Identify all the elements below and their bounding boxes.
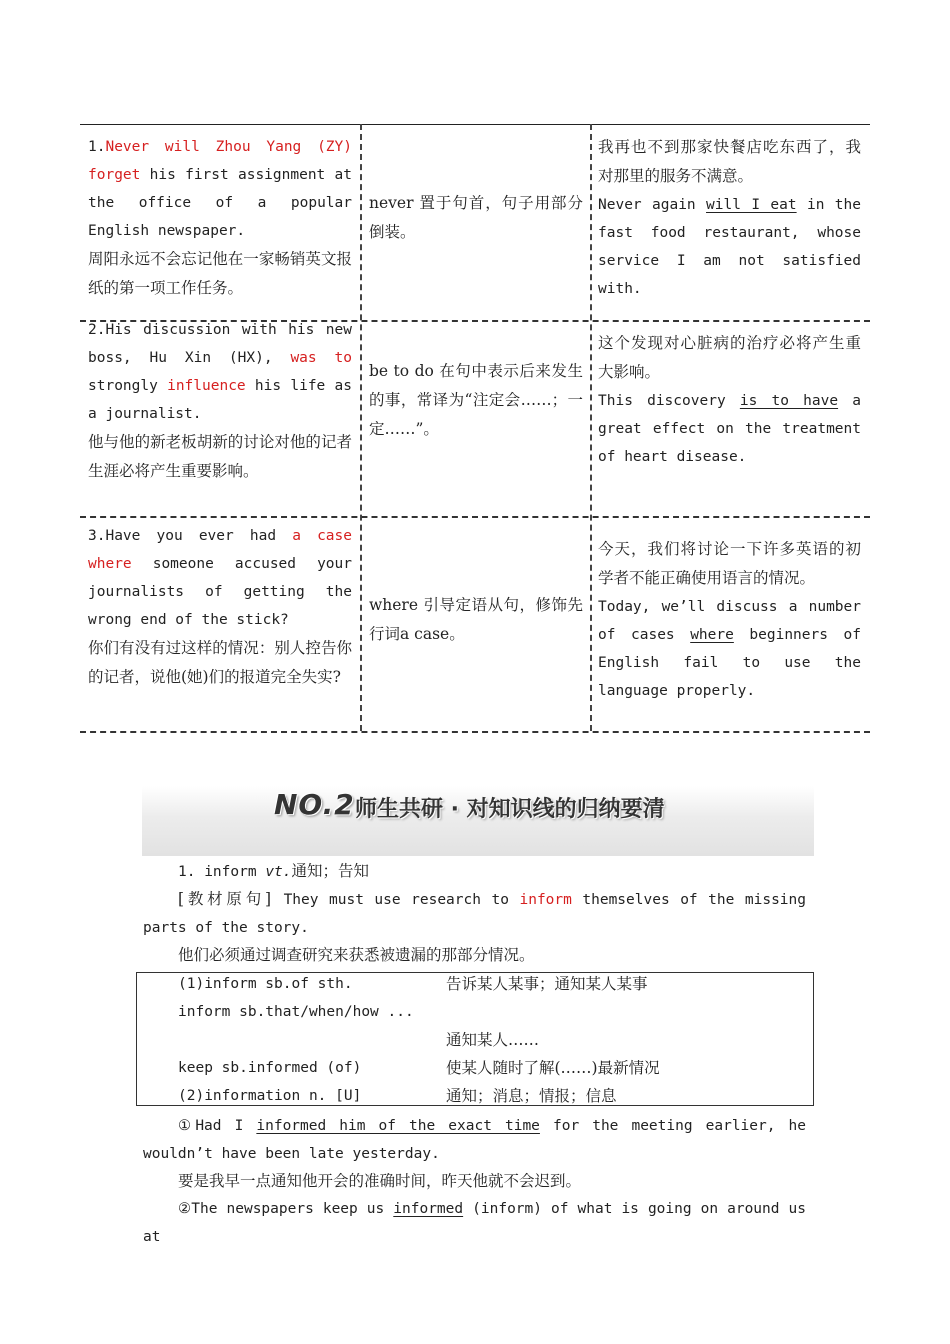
- entry-word: 1. inform: [178, 864, 266, 880]
- source-text: They must use research to: [273, 892, 520, 908]
- grammar-note: never 置于句首，句子用部分倒装。: [369, 194, 583, 241]
- usage-meaning: 使某人随时了解(……)最新情况: [446, 1059, 660, 1077]
- usage-phrase: keep sb.informed (of): [178, 1060, 362, 1076]
- column-divider: [360, 124, 362, 731]
- table-row-3-note: [369, 591, 583, 649]
- table-top-border: [80, 124, 870, 125]
- example-text: strongly: [88, 378, 168, 394]
- usage-meaning: 告诉某人某事；通知某人某事: [446, 975, 648, 993]
- example-text: ②The newspapers keep us: [178, 1201, 394, 1217]
- practice-text: in the fast food restaurant, whose service I am not satisfied with.: [598, 197, 861, 297]
- example-1-translation: [143, 1167, 806, 1196]
- highlight-text: was to: [290, 350, 352, 366]
- practice-text: Today, we’ll discuss a number of cases: [598, 599, 861, 643]
- highlight-text: a case where: [88, 528, 352, 572]
- practice-translation: 这个发现对心脏病的治疗必将产生重大影响。: [598, 334, 861, 381]
- section-header: [142, 786, 814, 856]
- table-bottom-border: [80, 731, 870, 733]
- table-row-1-practice: [598, 133, 861, 303]
- example-1: [143, 1112, 806, 1168]
- usage-box: [136, 972, 814, 1106]
- usage-meaning: 通知；消息；情报；信息: [446, 1087, 617, 1105]
- example-translation: 要是我早一点通知他开会的准确时间，昨天他就不会迟到。: [178, 1172, 582, 1190]
- example-translation: 他与他的新老板胡新的讨论对他的记者生涯必将产生重要影响。: [88, 433, 352, 480]
- table-row-1-example: [88, 133, 352, 303]
- practice-text: This discovery: [598, 393, 740, 409]
- practice-answer: where: [690, 627, 734, 643]
- practice-text: a great effect on the treatment of heart disease.: [598, 393, 861, 465]
- grammar-note: where 引导定语从句，修饰先行词a case。: [369, 596, 583, 643]
- example-text: someone accused your journalists of getting the wrong end of the stick?: [88, 556, 352, 628]
- highlight-text: Never will Zhou Yang (ZY) forget: [88, 139, 352, 183]
- example-number: 1.: [88, 139, 106, 155]
- source-text: themselves of the missing parts of the story.: [143, 892, 806, 936]
- practice-answer: is to have: [739, 393, 839, 409]
- source-translation: [143, 941, 806, 970]
- practice-text: beginners of English fail to use the language properly.: [598, 627, 861, 699]
- usage-meaning: 通知某人……: [446, 1031, 540, 1049]
- highlight-text: influence: [167, 378, 246, 394]
- example-text: his life as a journalist.: [88, 378, 352, 422]
- part-of-speech: vt.: [265, 864, 292, 880]
- example-text: (inform) of what is going on around us at: [143, 1201, 806, 1245]
- example-text: his first assignment at the office of a popular English newspaper.: [88, 167, 352, 239]
- usage-phrase: inform sb.that/when/how ...: [178, 1004, 414, 1020]
- entry-heading: [143, 857, 806, 886]
- example-text: for the meeting earlier, he wouldn’t have been late yesterday.: [143, 1118, 806, 1162]
- practice-translation: 今天，我们将讨论一下许多英语的初学者不能正确使用语言的情况。: [598, 540, 861, 587]
- practice-text: Never again: [598, 197, 707, 213]
- row-divider: [80, 516, 870, 518]
- table-row-1-note: [369, 189, 583, 247]
- usage-phrase: (1)inform sb.of sth.: [178, 976, 353, 992]
- example-2: [143, 1195, 806, 1251]
- example-answer: informed him of the exact time: [256, 1118, 540, 1134]
- usage-phrase: (2)information n. [U]: [178, 1088, 362, 1104]
- highlight-text: inform: [519, 892, 572, 908]
- table-row-2-practice: [598, 329, 861, 471]
- grammar-note: be to do 在句中表示后来发生的事，常译为“注定会……；一定……”。: [369, 362, 583, 438]
- example-text: 3.Have you ever had: [88, 528, 293, 544]
- example-text: 2.His discussion with his new boss, Hu Xin (HX),: [88, 322, 352, 366]
- section-title: 师生共研 · 对知识线的归纳要清: [355, 797, 665, 822]
- example-answer: informed: [393, 1201, 464, 1217]
- practice-translation: 我再也不到那家快餐店吃东西了，我对那里的服务不满意。: [598, 138, 861, 185]
- practice-answer: will I eat: [706, 197, 797, 213]
- table-row-2-note: [369, 357, 583, 444]
- example-text: ①Had I: [178, 1118, 257, 1134]
- example-translation: 周阳永远不会忘记他在一家畅销英文报纸的第一项工作任务。: [88, 250, 352, 297]
- section-number: NO.2: [274, 788, 355, 821]
- entry-meaning: 通知；告知: [291, 862, 370, 880]
- column-divider: [590, 124, 592, 731]
- source-label: [教材原句]: [178, 890, 274, 908]
- table-row-3-practice: [598, 535, 861, 705]
- table-row-2-example: [88, 316, 352, 486]
- example-translation: 你们有没有过这样的情况：别人控告你的记者，说他(她)们的报道完全失实?: [88, 639, 352, 686]
- table-row-3-example: [88, 522, 352, 692]
- source-translation-text: 他们必须通过调查研究来获悉被遗漏的那部分情况。: [178, 946, 535, 964]
- source-sentence: [143, 885, 806, 942]
